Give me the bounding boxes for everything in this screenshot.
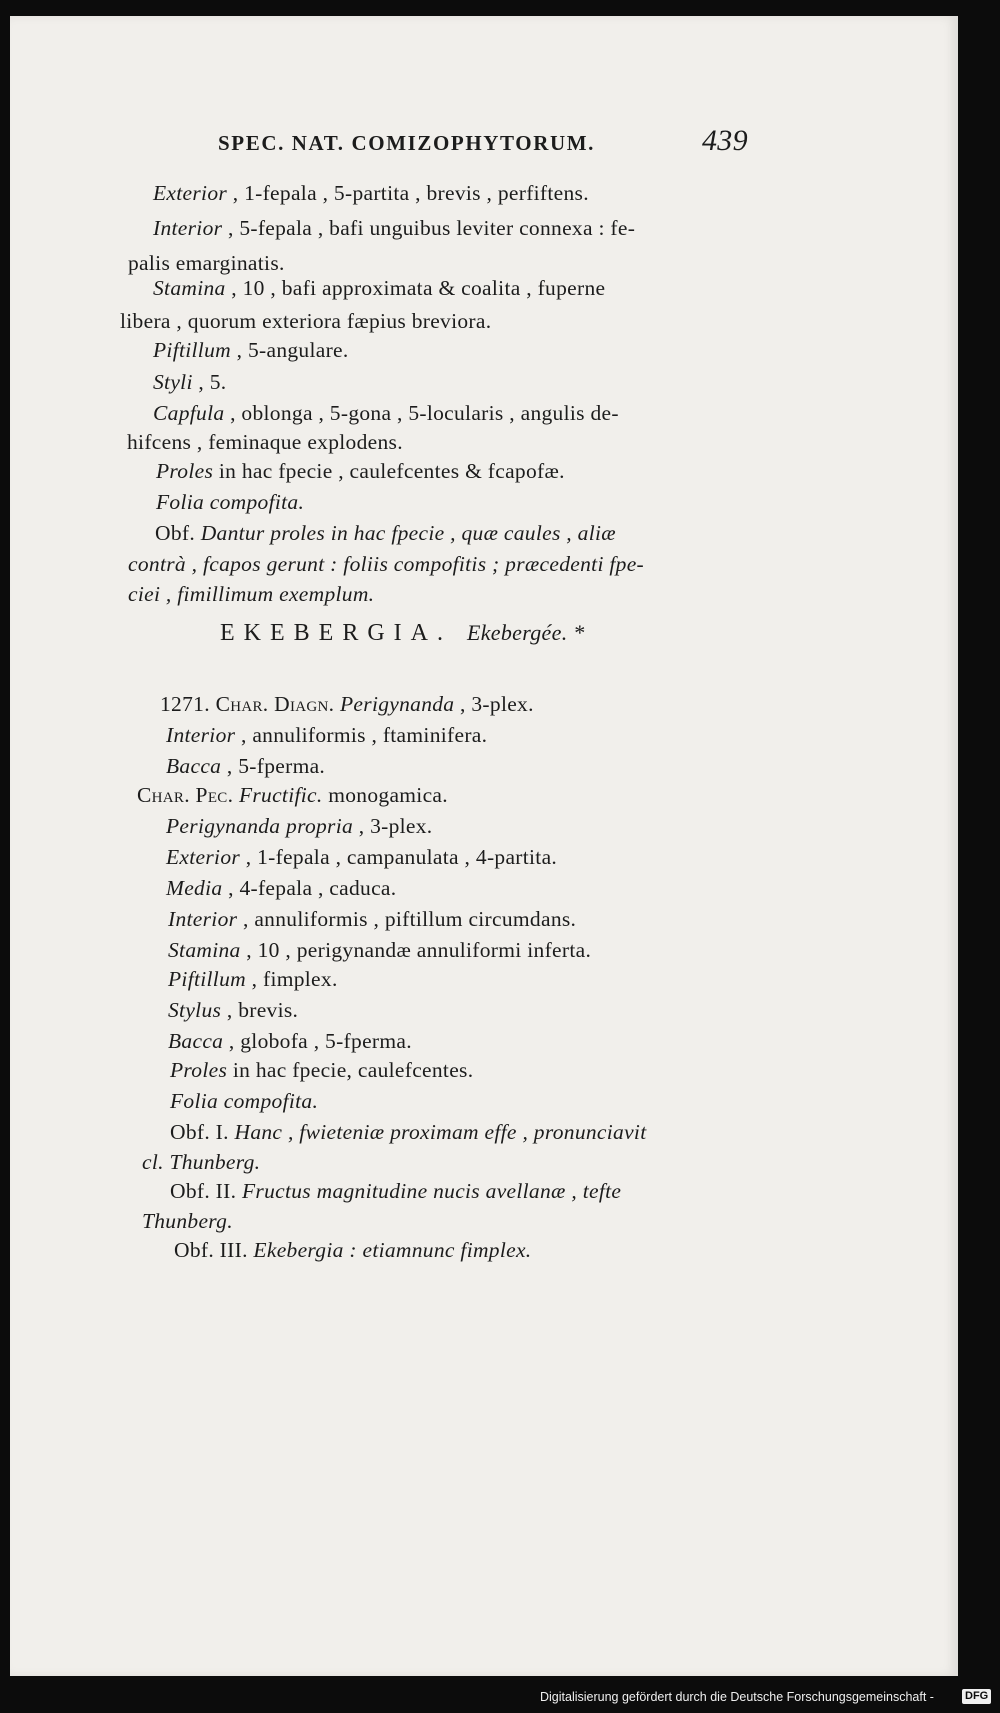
text-line: Media , 4-fepala , caduca. bbox=[166, 876, 397, 900]
running-title: SPEC. NAT. COMIZOPHYTORUM. bbox=[218, 131, 596, 155]
text-line: Obf. II. Fructus magnitudine nucis avellanæ , tefte bbox=[170, 1179, 622, 1203]
text-line: hifcens , feminaque explodens. bbox=[127, 430, 403, 454]
text-line: Folia compofita. bbox=[170, 1089, 319, 1113]
text-line: Bacca , 5-fperma. bbox=[166, 754, 326, 778]
text-line: Folia compofita. bbox=[156, 490, 305, 514]
text-line: Char. Pec. Fructific. monogamica. bbox=[137, 783, 448, 807]
text-line: Stylus , brevis. bbox=[168, 998, 299, 1022]
text-line: ciei , fimillimum exemplum. bbox=[128, 582, 375, 606]
text-line: Bacca , globofa , 5-fperma. bbox=[168, 1029, 412, 1053]
digitization-credit: Digitalisierung gefördert durch die Deutsche Forschungsgemeinschaft - bbox=[540, 1690, 934, 1704]
text-line: Obf. III. Ekebergia : etiamnunc fimplex. bbox=[174, 1238, 532, 1262]
text-line: Exterior , 1-fepala , 5-partita , brevis , perfiftens. bbox=[153, 181, 589, 205]
text-line: cl. Thunberg. bbox=[142, 1150, 261, 1174]
text-line: Styli , 5. bbox=[153, 370, 227, 394]
text-line: Proles in hac fpecie, caulefcentes. bbox=[170, 1058, 474, 1082]
text-line: Stamina , 10 , bafi approximata & coalita , fuperne bbox=[153, 276, 606, 300]
book-page bbox=[10, 16, 958, 1676]
dfg-logo: DFG bbox=[962, 1689, 991, 1704]
text-line: Exterior , 1-fepala , campanulata , 4-partita. bbox=[166, 845, 558, 869]
genus-heading: EKEBERGIA. Ekebergée. * bbox=[220, 620, 585, 646]
text-line: Interior , annuliformis , piftillum circumdans. bbox=[168, 907, 577, 931]
text-line: Piftillum , fimplex. bbox=[168, 967, 338, 991]
text-line: Stamina , 10 , perigynandæ annuliformi inferta. bbox=[168, 938, 592, 962]
text-line: Obf. Dantur proles in hac fpecie , quæ caules , aliæ bbox=[155, 521, 616, 545]
text-line: Proles in hac fpecie , caulefcentes & fcapofæ. bbox=[156, 459, 565, 483]
text-line: Piftillum , 5-angulare. bbox=[153, 338, 349, 362]
text-line: palis emarginatis. bbox=[128, 251, 285, 275]
text-line: Interior , 5-fepala , bafi unguibus leviter connexa : fe- bbox=[153, 216, 636, 240]
text-line: Thunberg. bbox=[142, 1209, 233, 1233]
text-line: contrà , fcapos gerunt : foliis compofitis ; præcedenti fpe- bbox=[128, 552, 645, 576]
text-line: Obf. I. Hanc , fwieteniæ proximam effe , pronunciavit bbox=[170, 1120, 647, 1144]
page-number: 439 bbox=[702, 124, 748, 157]
text-line: Capfula , oblonga , 5-gona , 5-locularis , angulis de- bbox=[153, 401, 619, 425]
text-line: Interior , annuliformis , ftaminifera. bbox=[166, 723, 488, 747]
text-line: 1271. Char. Diagn. Perigynanda , 3-plex. bbox=[160, 692, 534, 716]
text-line: Perigynanda propria , 3-plex. bbox=[166, 814, 433, 838]
text-line: libera , quorum exteriora fæpius breviora. bbox=[120, 309, 492, 333]
